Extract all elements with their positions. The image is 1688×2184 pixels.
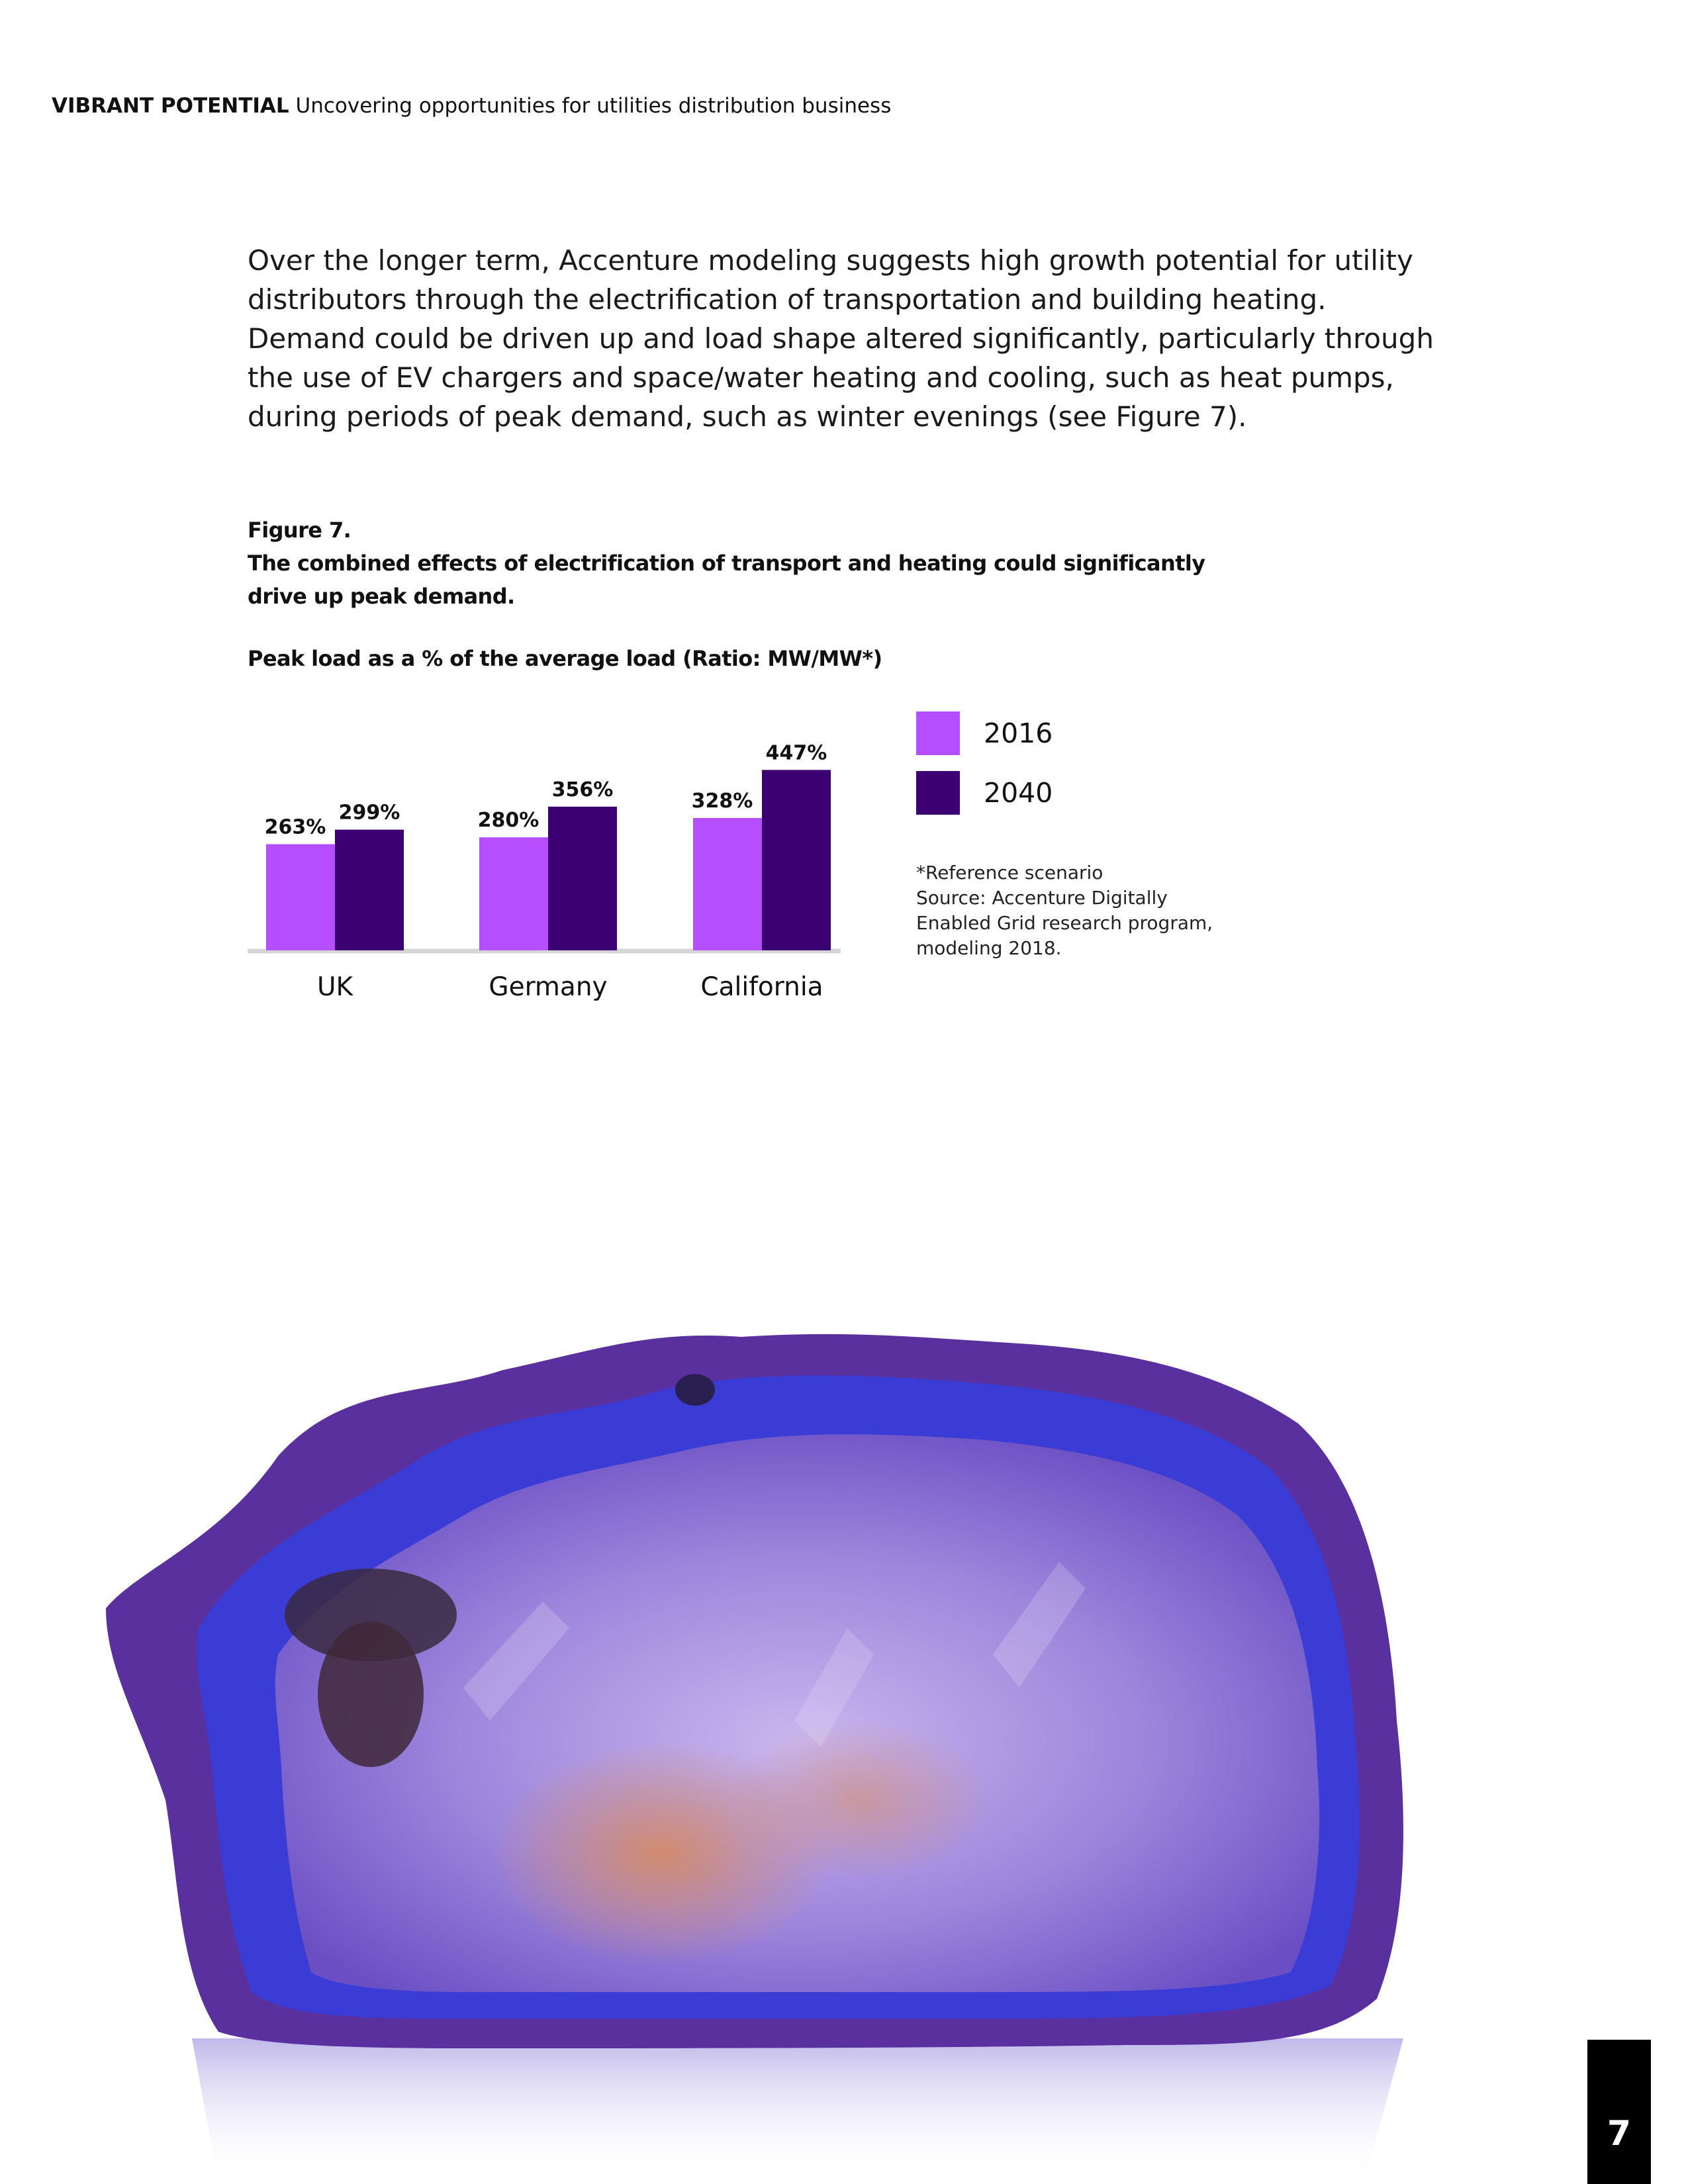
bar-uk-2040 (335, 830, 404, 950)
note-source-line-3: modeling 2018. (916, 937, 1062, 959)
figure-number: Figure 7. (248, 518, 352, 543)
bar-germany-2040 (548, 807, 617, 950)
data-label-germany-2040: 356% (551, 778, 614, 801)
bar-california-2040 (762, 770, 831, 950)
note-reference-scenario: *Reference scenario (916, 862, 1103, 884)
note-source-line-1: Source: Accenture Digitally (916, 887, 1168, 909)
agate-geode-photo (0, 1257, 1582, 2184)
legend-label-2016: 2016 (984, 717, 1053, 749)
bar-uk-2016 (266, 844, 335, 950)
page-number-tab (1587, 2040, 1651, 2184)
bar-california-2016 (693, 818, 762, 950)
chart-legend (916, 711, 1053, 830)
chart-notes (916, 860, 1287, 961)
data-label-california-2040: 447% (765, 741, 827, 765)
chart-title: Peak load as a % of the average load (Ratio: MW/MW*) (248, 646, 882, 671)
legend-item-2016 (916, 711, 1053, 756)
bar-chart (0, 0, 861, 1006)
x-tick-label-california: California (700, 972, 823, 1002)
legend-swatch-2040 (916, 771, 960, 815)
legend-swatch-2016 (916, 711, 960, 755)
data-label-california-2016: 328% (691, 789, 753, 813)
header-brand: VIBRANT POTENTIAL (52, 94, 289, 118)
body-paragraph: Over the longer term, Accenture modeling suggests high growth potential for utility distributors through the electrification of transportation and building heating. Demand could be driven up and load shape altered significantly, particularly through the use of EV chargers and space/water heating and cooling, such as heat pumps, during periods of peak demand, such as winter evenings (see Figure 7). (248, 244, 1434, 433)
page-number: 7 (1607, 2114, 1632, 2154)
data-label-uk-2040: 299% (338, 801, 400, 825)
data-label-uk-2016: 263% (264, 815, 326, 839)
legend-label-2040: 2040 (984, 777, 1053, 809)
bar-germany-2016 (479, 837, 548, 950)
x-tick-label-uk: UK (316, 972, 353, 1002)
note-source-line-2: Enabled Grid research program, (916, 912, 1213, 934)
header-subtitle: Uncovering opportunities for utilities distribution business (295, 94, 892, 118)
data-label-germany-2016: 280% (477, 809, 539, 833)
figure-caption-line-2: drive up peak demand. (248, 584, 515, 609)
x-tick-label-germany: Germany (489, 972, 608, 1002)
legend-item-2040 (916, 770, 1053, 815)
figure-caption-line-1: The combined effects of electrification of transport and heating could significantly (248, 551, 1205, 576)
